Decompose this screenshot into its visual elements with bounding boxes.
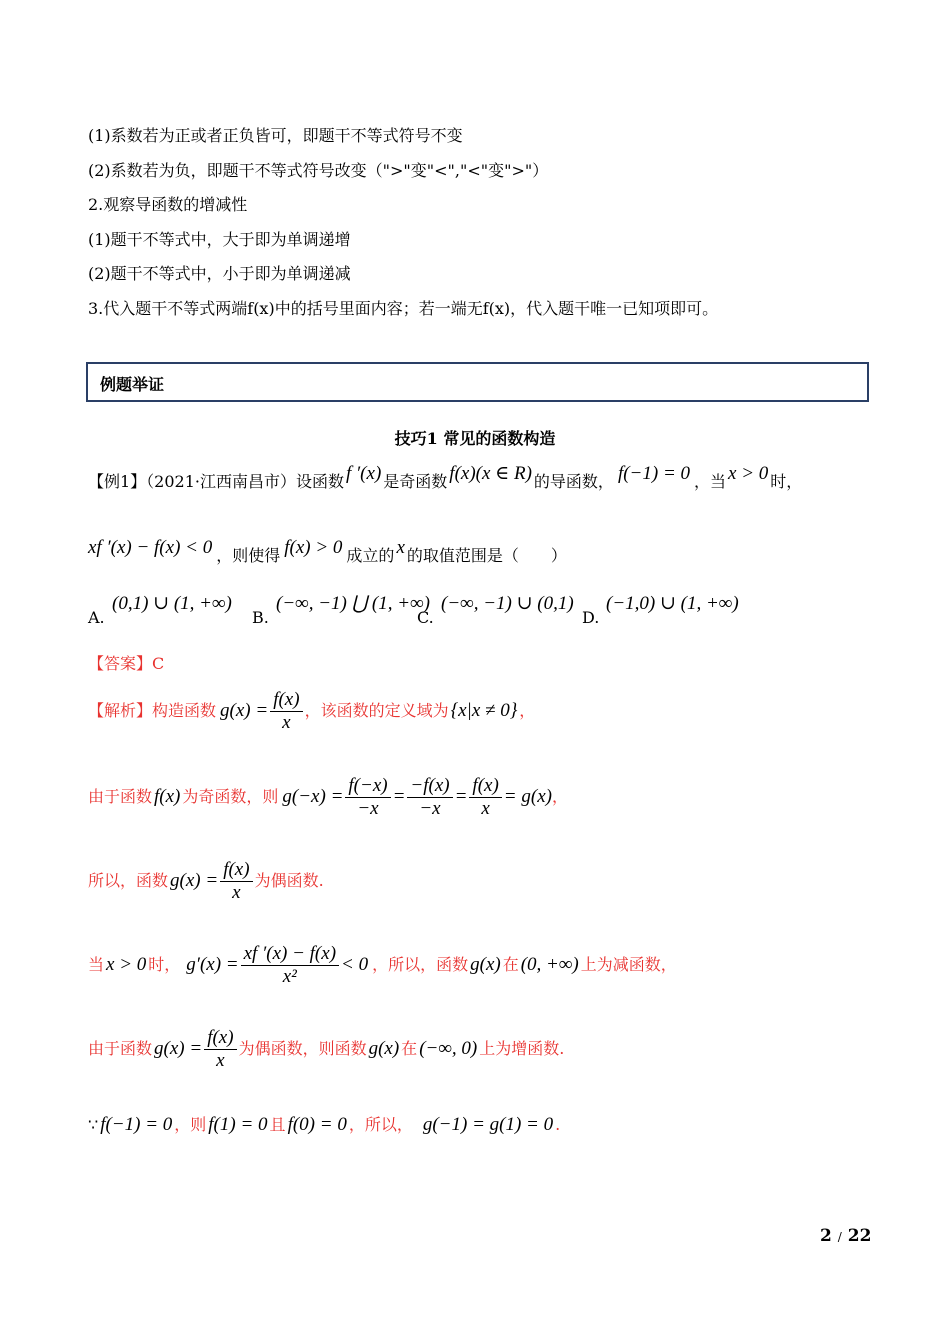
- math-f-x: f(x): [154, 786, 181, 807]
- fraction-denominator: −x: [419, 797, 441, 819]
- option-c-value: (−∞, −1) ∪ (0,1): [441, 593, 574, 614]
- method-line-4: (1)题干不等式中，大于即为单调递增: [88, 230, 351, 249]
- analysis-text-5b: 为偶函数，则函数: [238, 1039, 367, 1058]
- technique-title: 技巧1 常见的函数构造: [394, 429, 556, 448]
- math-g-x-eq: g(x) =: [220, 700, 269, 721]
- math-interval-neg-inf-0: (−∞, 0): [419, 1038, 478, 1059]
- fraction-numerator: f(x): [270, 689, 302, 712]
- example-line-2: [88, 536, 567, 576]
- example-text-2: 的导函数，: [533, 472, 614, 491]
- page-current: 2: [820, 1226, 832, 1246]
- fraction-f-over-x: [220, 859, 252, 904]
- math-eq-g-x: = g(x): [503, 786, 552, 807]
- page-total: 22: [847, 1226, 872, 1246]
- example-text-4: 时，: [770, 472, 803, 491]
- fraction-f-neg-x: [345, 775, 390, 820]
- example-text-5: ，则使得: [216, 546, 281, 565]
- analysis-text-2a: 由于函数: [88, 787, 153, 806]
- analysis-text-1c: ，: [519, 701, 536, 720]
- fraction-f-over-x: [270, 689, 302, 734]
- section-box-title: 例题举证: [100, 375, 165, 394]
- option-d-label: D.: [582, 608, 600, 627]
- fraction-numerator: f(x): [204, 1027, 236, 1050]
- math-lt-0: < 0: [341, 954, 369, 975]
- method-line-5: (2)题干不等式中，小于即为单调递减: [88, 264, 351, 283]
- math-f-neg1: f(−1) = 0: [100, 1114, 173, 1135]
- fraction-numerator: xf ′(x) − f(x): [241, 943, 339, 966]
- method-line-1: (1)系数若为正或者正负皆可，即题干不等式符号不变: [88, 126, 463, 145]
- analysis-text-5e: 上为增函数.: [479, 1039, 565, 1058]
- analysis-text-6b: 且: [269, 1115, 286, 1134]
- math-condition: xf ′(x) − f(x) < 0: [88, 537, 213, 558]
- fraction-numerator: −f(x): [407, 775, 452, 798]
- option-a-label: A.: [88, 608, 105, 627]
- method-line-3: 2.观察导函数的增减性: [88, 195, 248, 214]
- analysis-text-5a: 由于函数: [88, 1039, 153, 1058]
- math-f-1: f(1) = 0: [208, 1114, 268, 1135]
- example-text-7: 的取值范围是（ ）: [406, 546, 567, 565]
- math-f-x-in-r: f(x)(x ∈ R): [449, 463, 532, 484]
- math-x-variable: x: [396, 537, 405, 558]
- math-domain: {x|x ≠ 0}: [450, 700, 518, 721]
- math-f-neg1: f(−1) = 0: [617, 463, 691, 484]
- fraction-numerator: f(−x): [345, 775, 390, 798]
- option-b-label: B.: [252, 608, 269, 627]
- since-symbol: ∵: [88, 1115, 99, 1134]
- fraction-denominator: x: [481, 797, 490, 819]
- analysis-line-2: [88, 771, 568, 823]
- analysis-line-4: [88, 937, 677, 993]
- math-x-gt-0: x > 0: [728, 463, 769, 484]
- math-g-prime-x: g′(x) =: [186, 954, 239, 975]
- example-tag: 【例1】（2021·江西南昌市）设函数: [88, 472, 344, 491]
- analysis-text-4a: 当: [88, 955, 105, 974]
- example-text-1: 是奇函数: [383, 472, 448, 491]
- math-g-x: g(x): [470, 954, 501, 975]
- analysis-text-3b: 为偶函数.: [254, 871, 324, 890]
- fraction-denominator: x: [232, 881, 241, 903]
- math-equals: =: [454, 786, 468, 807]
- method-line-6: 3.代入题干不等式两端f(x)中的括号里面内容；若一端无f(x)，代入题干唯一已知项即可。: [88, 299, 719, 318]
- analysis-text-6a: ，则: [174, 1115, 207, 1134]
- fraction-denominator: x: [282, 711, 291, 733]
- option-c-label: C.: [417, 608, 434, 627]
- page-number: [820, 1226, 871, 1246]
- analysis-text-4e: 上为减函数，: [580, 955, 677, 974]
- fraction-denominator: −x: [357, 797, 379, 819]
- analysis-text-2c: ，: [551, 787, 568, 806]
- fraction-denominator: x: [216, 1049, 225, 1071]
- page-separator: /: [837, 1230, 842, 1244]
- analysis-text-6c: ，所以，: [348, 1115, 413, 1134]
- analysis-line-5: [88, 1023, 564, 1075]
- analysis-text-6d: .: [555, 1115, 561, 1134]
- analysis-text-3a: 所以，函数: [88, 871, 169, 890]
- example-line-1: [88, 462, 802, 502]
- fraction-numerator: f(x): [220, 859, 252, 882]
- section-box: [86, 362, 869, 402]
- math-x-gt-0: x > 0: [106, 954, 147, 975]
- analysis-line-1: [88, 686, 535, 736]
- fraction-f-over-x: [204, 1027, 236, 1072]
- analysis-line-3: [88, 855, 324, 907]
- math-interval-0-inf: (0, +∞): [520, 954, 579, 975]
- option-d-value: (−1,0) ∪ (1, +∞): [606, 593, 739, 614]
- answer-label: 【答案】C: [88, 654, 165, 673]
- fraction-denominator: x²: [282, 965, 297, 987]
- analysis-text-4d: 在: [502, 955, 519, 974]
- math-g-neg-x: g(−x) =: [282, 786, 344, 807]
- fraction-numerator: f(x): [469, 775, 501, 798]
- math-g-x: g(x): [368, 1038, 400, 1059]
- analysis-text-4b: 时，: [148, 955, 181, 974]
- fraction-f-over-x: [469, 775, 501, 820]
- fraction-derivative: [241, 943, 339, 988]
- math-f-0: f(0) = 0: [287, 1114, 347, 1135]
- math-g-x-eq: g(x) =: [170, 870, 219, 891]
- example-text-3: ，当: [694, 472, 727, 491]
- analysis-label: 【解析】构造函数: [88, 701, 217, 720]
- math-g-values: g(−1) = g(1) = 0: [422, 1114, 554, 1135]
- method-line-2: (2)系数若为负，即题干不等式符号改变（">"变"<","<"变">"）: [88, 161, 549, 180]
- option-b-value: (−∞, −1) ⋃ (1, +∞): [276, 593, 430, 614]
- analysis-text-5c: 在: [401, 1039, 418, 1058]
- analysis-text-4c: ，所以，函数: [372, 955, 469, 974]
- math-f-x-gt-0: f(x) > 0: [284, 537, 343, 558]
- math-equals: =: [392, 786, 406, 807]
- fraction-neg-f-x: [407, 775, 452, 820]
- analysis-line-6: [88, 1110, 560, 1140]
- math-f-prime: f ′(x): [346, 463, 382, 484]
- analysis-text-1b: ，该函数的定义域为: [304, 701, 449, 720]
- example-text-6: 成立的: [346, 546, 395, 565]
- analysis-text-2b: 为奇函数，则: [182, 787, 279, 806]
- option-a-value: (0,1) ∪ (1, +∞): [112, 593, 232, 614]
- math-g-x-eq: g(x) =: [154, 1038, 203, 1059]
